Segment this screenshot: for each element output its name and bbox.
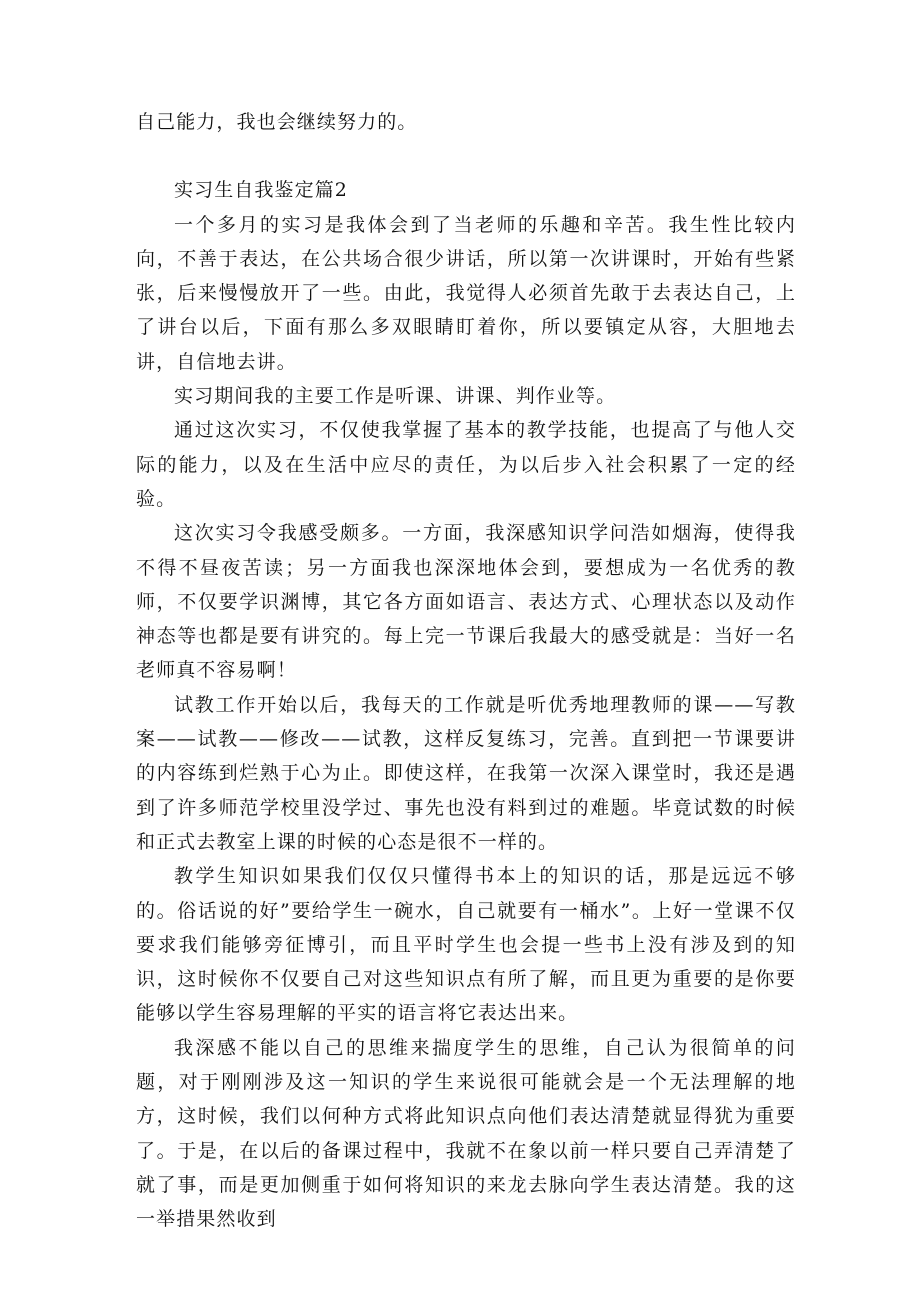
- document-body: [136, 105, 796, 1237]
- paragraph-2: 实习期间我的主要工作是听课、讲课、判作业等。: [174, 385, 617, 408]
- paragraph-3: 通过这次实习，不仅使我掌握了基本的教学技能，也提高了与他人交际的能力，以及在生活中应尽的责任，为以后步入社会积累了一定的经验。: [136, 419, 796, 510]
- section-title: 实习生自我鉴定篇2: [174, 179, 348, 202]
- paragraph-4: 这次实习令我感受颇多。一方面，我深感知识学问浩如烟海，使得我不得不昼夜苦读；另一方面我也深深地体会到，要想成为一名优秀的教师，不仅要学识渊博，其它各方面如语言、表达方式、心理状态以及动作神态等也都是要有讲究的。每上完一节课后我最大的感受就是：当好一名老师真不容易啊！: [136, 522, 796, 682]
- paragraph-6: 教学生知识如果我们仅仅只懂得书本上的知识的话，那是远远不够的。俗话说的好”要给学生一碗水，自己就要有一桶水”。上好一堂课不仅要求我们能够旁征博引，而且平时学生也会提一些书上没有涉及到的知识，这时候你不仅要自己对这些知识点有所了解，而且更为重要的是你要能够以学生容易理解的平实的语言将它表达出来。: [136, 865, 796, 1025]
- paragraph-7: 我深感不能以自己的思维来揣度学生的思维，自己认为很简单的问题，对于刚刚涉及这一知识的学生来说很可能就会是一个无法理解的地方，这时候，我们以何种方式将此知识点向他们表达清楚就显得犹为重要了。于是，在以后的备课过程中，我就不在象以前一样只要自己弄清楚了就了事，而是更加侧重于如何将知识的来龙去脉向学生表达清楚。我的这一举措果然收到: [136, 1036, 796, 1231]
- paragraph-1: 一个多月的实习是我体会到了当老师的乐趣和辛苦。我生性比较内向，不善于表达，在公共场合很少讲话，所以第一次讲课时，开始有些紧张，后来慢慢放开了一些。由此，我觉得人必须首先敢于去表达自己，上了讲台以后，下面有那么多双眼睛盯着你，所以要镇定从容，大胆地去讲，自信地去讲。: [136, 213, 796, 373]
- paragraph-5: 试教工作开始以后，我每天的工作就是听优秀地理教师的课——写教案——试教——修改——试教，这样反复练习，完善。直到把一节课要讲的内容练到烂熟于心为止。即使这样，在我第一次深入课堂时，我还是遇到了许多师范学校里没学过、事先也没有料到过的难题。毕竟试数的时候和正式去教室上课的时候的心态是很不一样的。: [136, 693, 796, 853]
- continuation-paragraph: 自己能力，我也会继续努力的。: [136, 111, 418, 133]
